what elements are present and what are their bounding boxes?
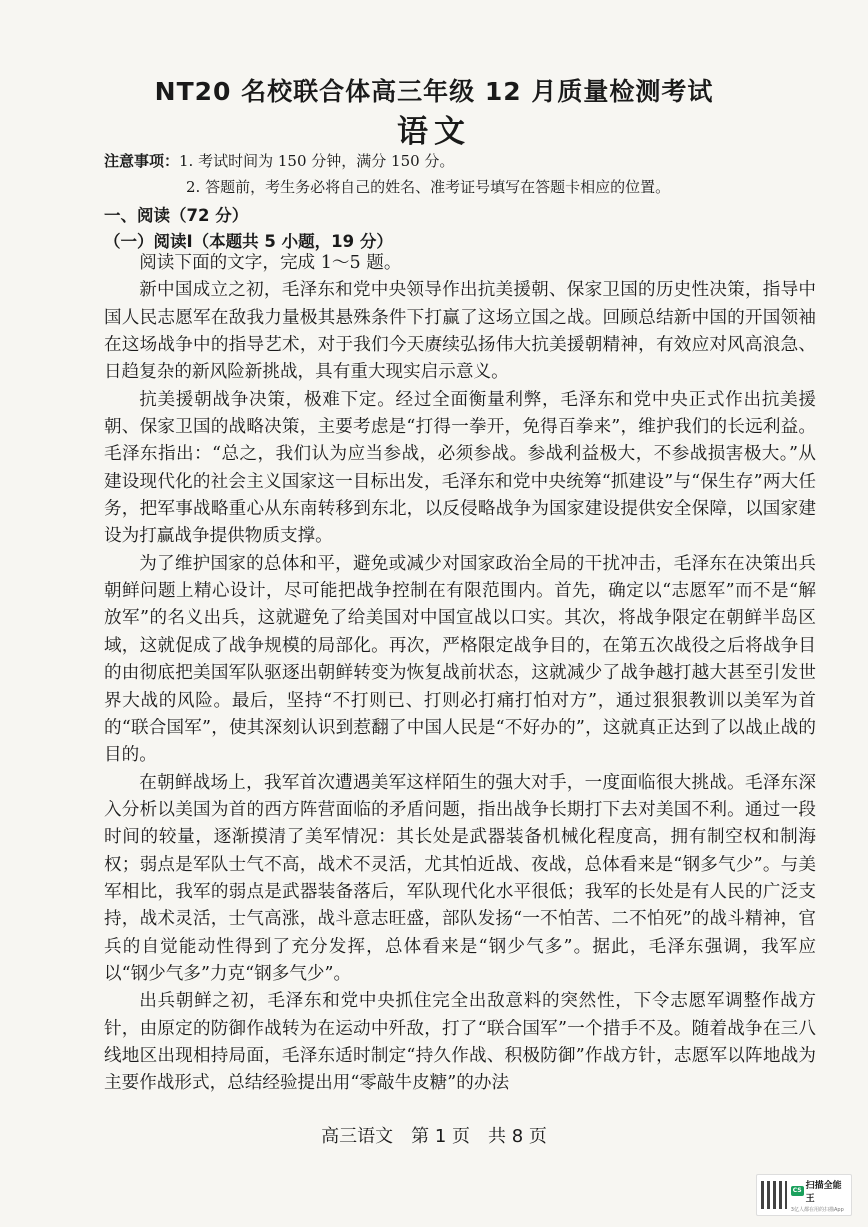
watermark-subtitle: 3亿人都在用的扫描App — [790, 1206, 844, 1213]
passage-paragraph: 新中国成立之初，毛泽东和党中央领导作出抗美援朝、保家卫国的历史性决策，指导中国人民志愿军在敌我力量极其悬殊条件下打赢了这场立国之战。回顾总结新中国的开国领袖在这场战争中的指导艺术，对于我们今天赓续弘扬伟大抗美援朝精神，有效应对风高浪急、日趋复杂的新风险新挑战，具有重大现实启示意义。 — [104, 280, 816, 383]
passage-paragraph: 抗美援朝战争决策，极难下定。经过全面衡量利弊，毛泽东和党中央正式作出抗美援朝、保家卫国的战略决策，主要考虑是“打得一拳开，免得百拳来”，维护我们的长远利益。毛泽东指出：“总之，我们认为应当参战，必须参战。参战利益极大，不参战损害极大。”从建设现代化的社会主义国家这一目标出发，毛泽东和党中央统筹“抓建设”与“保生存”两大任务，把军事战略重心从东南转移到东北，以反侵略战争为国家建设提供安全保障，以国家建设为打赢战争提供物质支撑。 — [104, 389, 816, 547]
qr-code-icon — [761, 1181, 787, 1209]
passage-paragraph: 出兵朝鲜之初，毛泽东和党中央抓住完全出敌意料的突然性，下令志愿军调整作战方针，由原定的防御作战转为在运动中歼敌，打了“联合国军”一个措手不及。随着战争在三八线地区出现相持局面，毛泽东适时制定“持久作战、积极防御”作战方针，志愿军以阵地战为主要作战形式，总结经验提出用“零敲牛皮糖”的办法 — [104, 991, 816, 1094]
notice-item-1: 1. 考试时间为 150 分钟，满分 150 分。 — [179, 152, 455, 170]
subsection-heading: （一）阅读Ⅰ（本题共 5 小题，19 分） — [104, 232, 393, 251]
scanner-watermark — [756, 1174, 852, 1216]
notice-label: 注意事项： — [104, 152, 180, 170]
camscanner-logo-icon: CS — [791, 1186, 804, 1196]
reading-passage — [104, 250, 816, 1098]
passage-paragraph: 在朝鲜战场上，我军首次遭遇美军这样陌生的强大对手，一度面临很大挑战。毛泽东深入分析以美国为首的西方阵营面临的矛盾问题，指出战争长期打下去对美国不利。通过一段时间的较量，逐渐摸清了美军情况：其长处是武器装备机械化程度高，拥有制空权和制海权；弱点是军队士气不高，战术不灵活，尤其怕近战、夜战，总体看来是“钢多气少”。与美军相比，我军的弱点是武器装备落后，军队现代化水平很低；我军的长处是有人民的广泛支持，战术灵活，士气高涨，战斗意志旺盛，部队发扬“一不怕苦、二不怕死”的战斗精神，官兵的自觉能动性得到了充分发挥，总体看来是“钢少气多”。据此，毛泽东强调，我军应以“钢少气多”力克“钢多气少”。 — [104, 772, 816, 984]
watermark-name: 扫描全能王 — [805, 1180, 842, 1204]
instruction-line: 阅读下面的文字，完成 1～5 题。 — [139, 253, 402, 273]
notice-line-1 — [104, 150, 454, 171]
section-heading: 一、阅读（72 分） — [104, 206, 249, 225]
notice-line-2 — [186, 176, 670, 197]
notice-item-2: 2. 答题前，考生务必将自己的姓名、准考证号填写在答题卡相应的位置。 — [186, 178, 671, 196]
passage-paragraph: 为了维护国家的总体和平，避免或减少对国家政治全局的干扰冲击，毛泽东在决策出兵朝鲜问题上精心设计，尽可能把战争控制在有限范围内。首先，确定以“志愿军”而不是“解放军”的名义出兵，这就避免了给美国对中国宣战以口实。其次，将战争限定在朝鲜半岛区域，这就促成了战争规模的局部化。再次，严格限定战争目的，在第五次战役之后将战争目的由彻底把美国军队驱逐出朝鲜转变为恢复战前状态，这就减少了战争越打越大甚至引发世界大战的风险。最后，坚持“不打则已、打则必打痛打怕对方”，通过狠狠教训以美军为首的“联合国军”，使其深刻认识到惹翻了中国人民是“不好办的”，这就真正达到了以战止战的目的。 — [104, 553, 816, 766]
subject-title: 语文 — [397, 114, 471, 150]
exam-title: NT20 名校联合体高三年级 12 月质量检测考试 — [154, 77, 714, 106]
page-footer: 高三语文 第 1 页 共 8 页 — [321, 1126, 547, 1147]
